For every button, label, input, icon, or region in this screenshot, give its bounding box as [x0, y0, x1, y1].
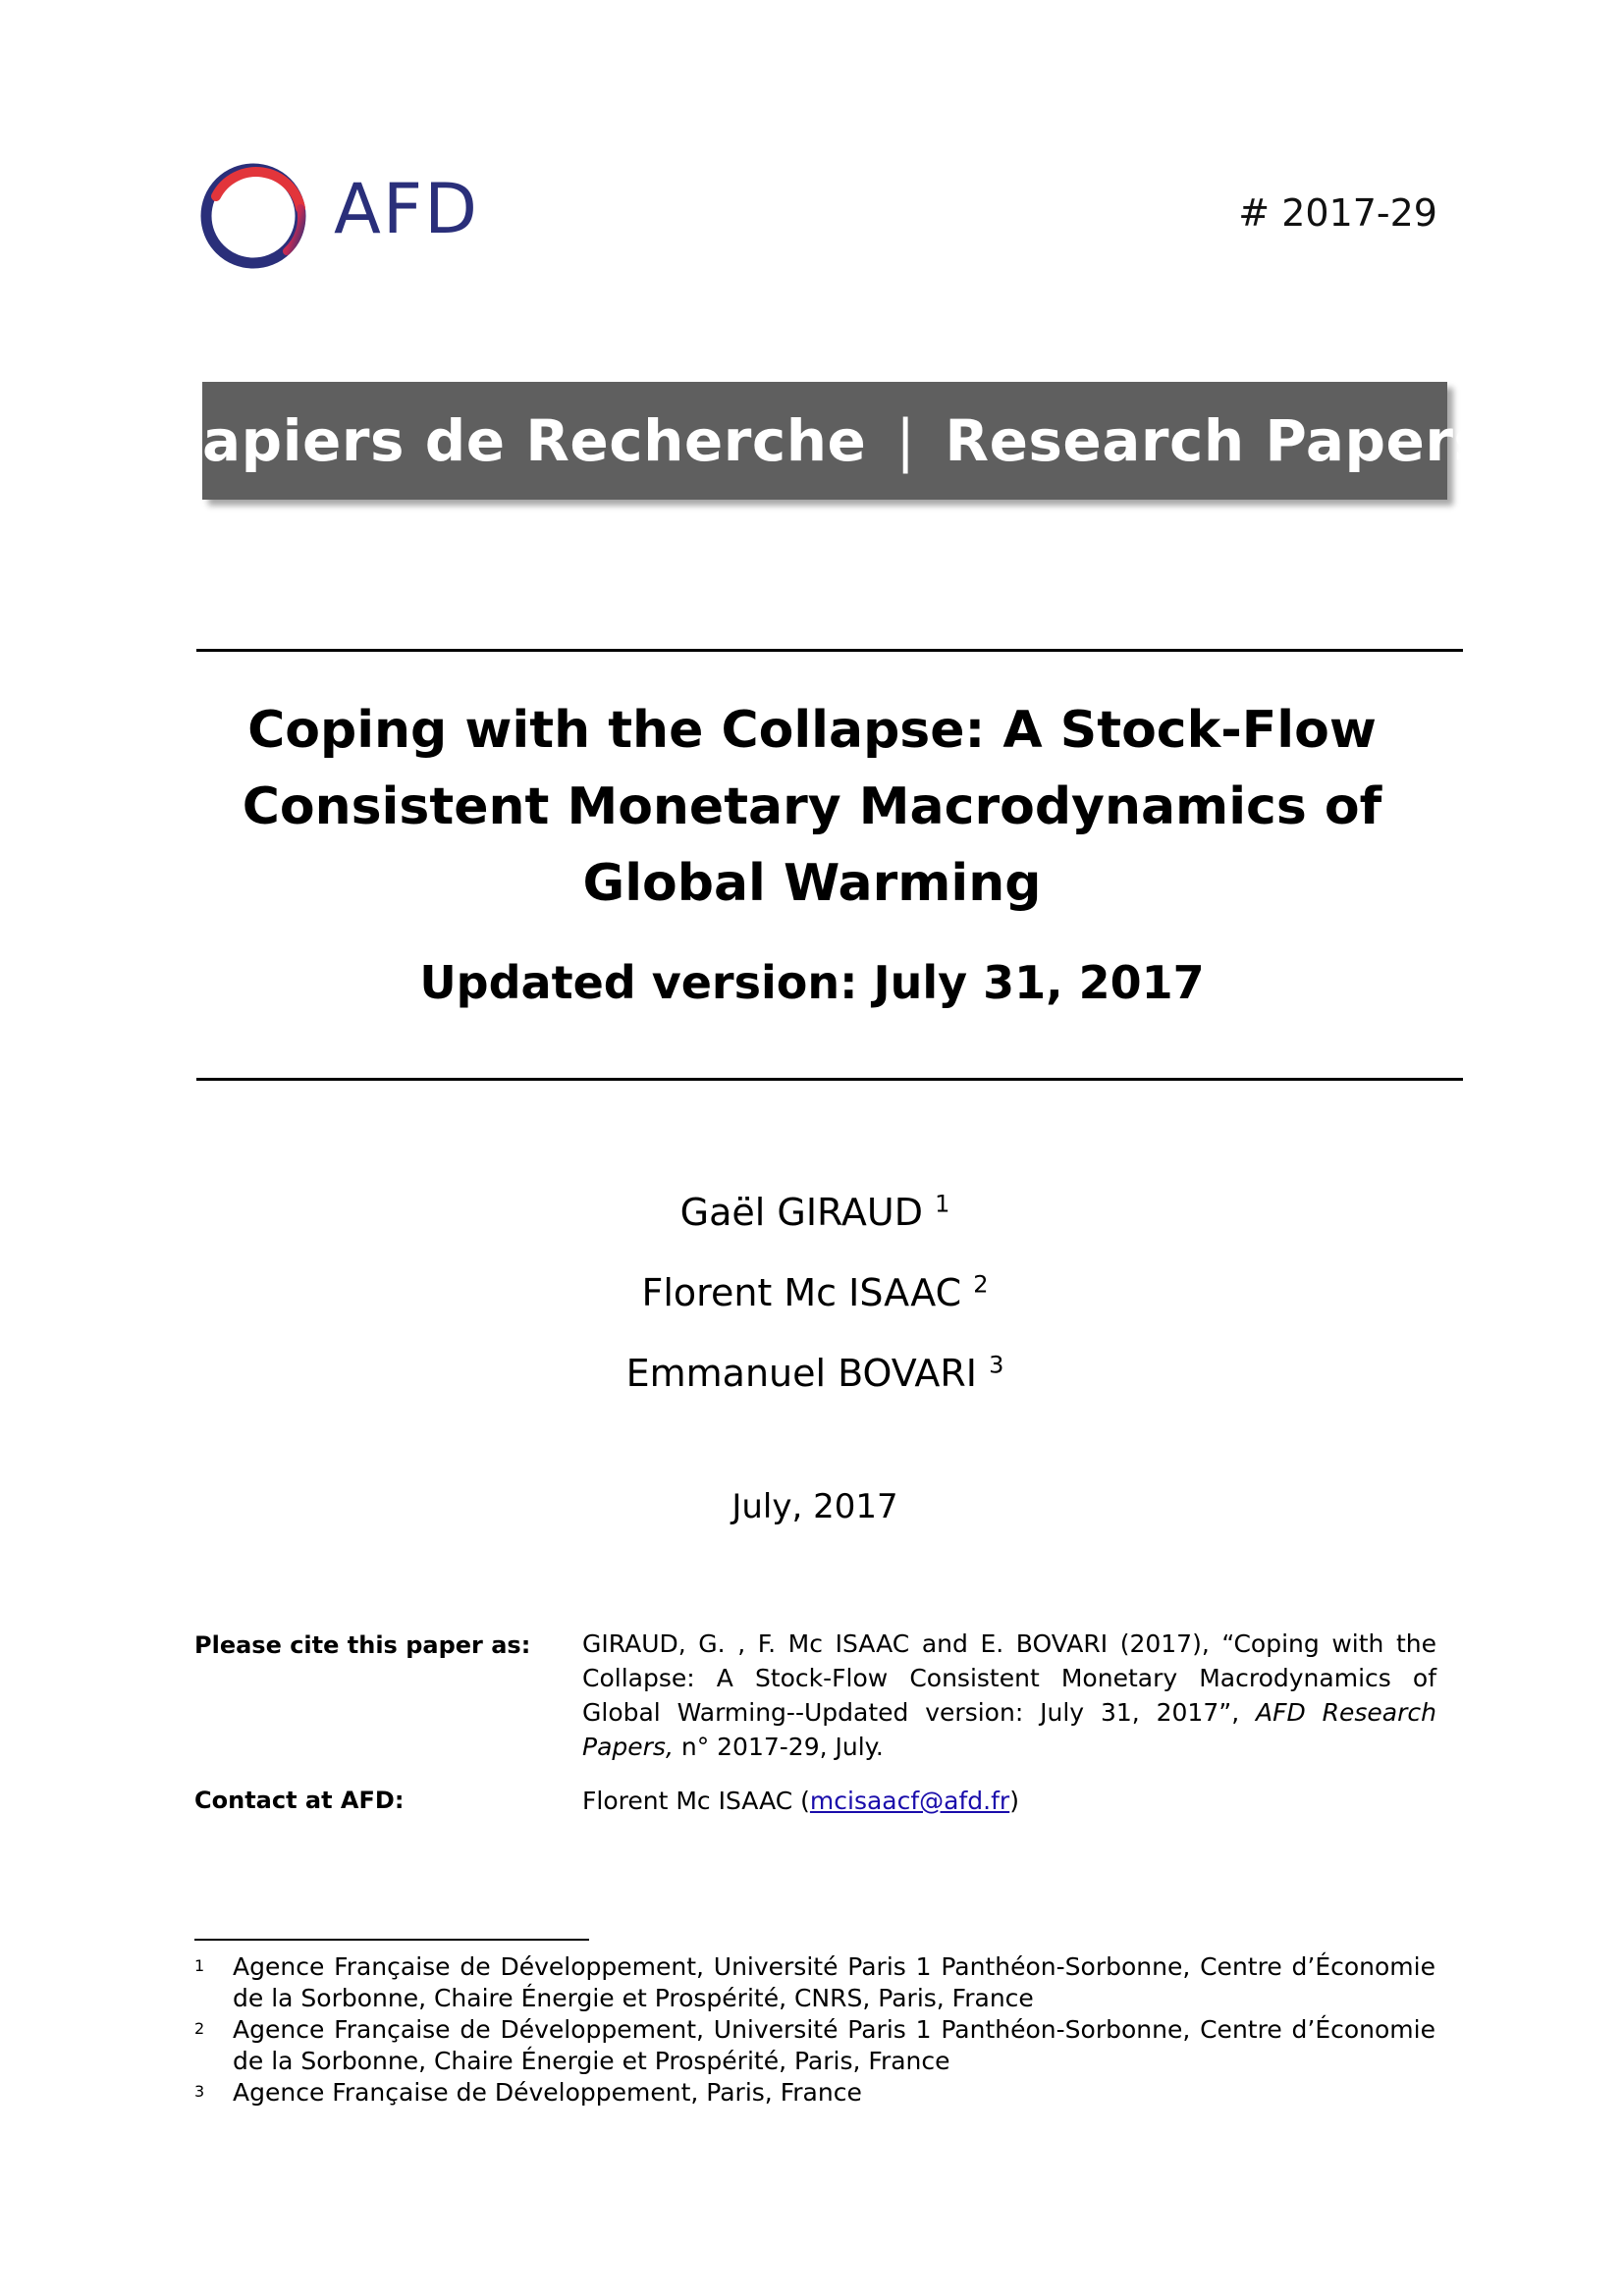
- publication-date: July, 2017: [731, 1487, 898, 1526]
- citation-journal: AFD Research Papers,: [582, 1698, 1436, 1761]
- author-footnote-ref: 3: [989, 1351, 1004, 1379]
- contact-paren-open: (: [792, 1787, 810, 1815]
- footnote-text: Agence Française de Développement, Université Paris 1 Panthéon-Sorbonne, Centre d’Économie de la Sorbonne, Chaire Énergie et Prospérité, CNRS, Paris, France: [233, 1952, 1435, 2012]
- footnote-text: Agence Française de Développement, Paris, France: [233, 2078, 862, 2107]
- contact-label: Contact at AFD:: [194, 1787, 405, 1814]
- citation-end: n° 2017-29, July.: [673, 1733, 884, 1761]
- series-banner: [161, 382, 1489, 500]
- footnote-number: 3: [194, 2082, 205, 2101]
- paper-number: # 2017-29: [1238, 191, 1437, 235]
- footnote-number: 1: [194, 1956, 205, 1975]
- cite-label: Please cite this paper as:: [194, 1631, 531, 1659]
- footnote-separator: [194, 1939, 589, 1941]
- banner-label-fr: Papiers de Recherche: [161, 407, 867, 474]
- contact-text: [582, 1784, 1019, 1818]
- title-rule-top: [196, 649, 1463, 652]
- title-rule-bottom: [196, 1078, 1463, 1081]
- footnote-text: Agence Française de Développement, Université Paris 1 Panthéon-Sorbonne, Centre d’Économie de la Sorbonne, Chaire Énergie et Prospérité, Paris, France: [233, 2015, 1435, 2075]
- contact-email-link[interactable]: mcisaacf@afd.fr: [809, 1787, 1010, 1815]
- contact-paren-close: ): [1009, 1787, 1019, 1815]
- logo-text: AFD: [334, 169, 480, 249]
- author-name: Emmanuel BOVARI: [625, 1352, 977, 1395]
- banner-separator: |: [895, 407, 916, 474]
- author: [324, 1270, 1306, 1315]
- contact-name: Florent Mc ISAAC: [582, 1787, 793, 1815]
- author-footnote-ref: 1: [935, 1190, 950, 1218]
- author: [324, 1190, 1306, 1235]
- author: [324, 1351, 1306, 1396]
- author-name: Florent Mc ISAAC: [641, 1271, 962, 1314]
- afd-logo-icon: [196, 157, 314, 275]
- author-footnote-ref: 2: [973, 1270, 989, 1299]
- paper-subtitle: Updated version: July 31, 2017: [419, 956, 1205, 1009]
- author-name: Gaël GIRAUD: [679, 1191, 923, 1234]
- paper-title: Coping with the Collapse: A Stock-Flow Consistent Monetary Macrodynamics of Global Warming: [242, 701, 1382, 913]
- citation-main: GIRAUD, G. , F. Mc ISAAC and E. BOVARI (2017), “Coping with the Collapse: A Stock-Flow Consistent Monetary Macrodynamics of Global Warming--Updated version: July 31, 2017”,: [582, 1629, 1436, 1727]
- banner-label-en: Research Papers: [945, 407, 1489, 474]
- citation-text: [582, 1627, 1436, 1764]
- footnote-number: 2: [194, 2019, 205, 2038]
